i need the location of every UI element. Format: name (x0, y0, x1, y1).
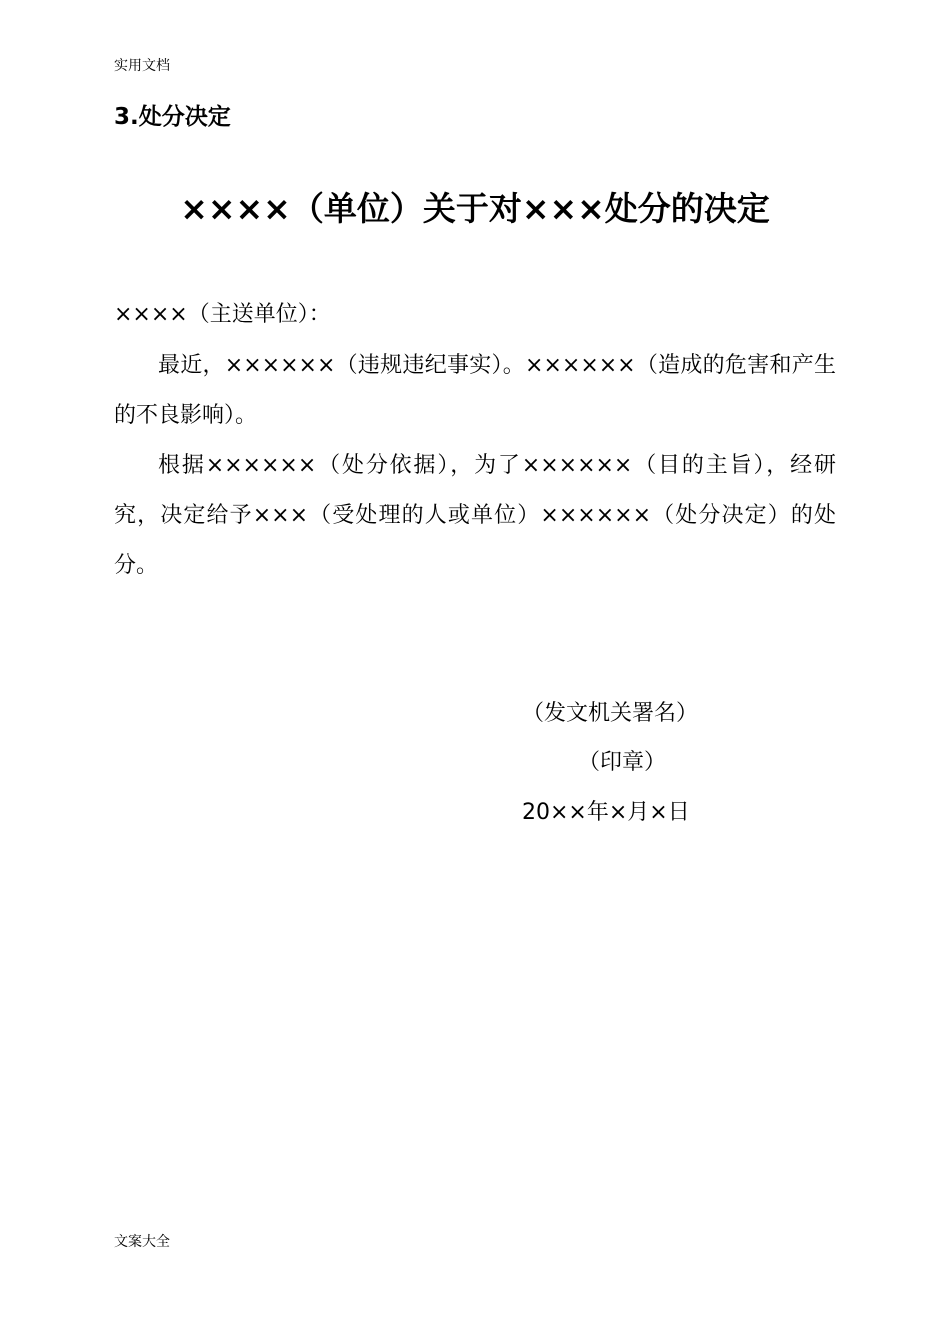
document-title: ××××（单位）关于对×××处分的决定 (180, 189, 770, 228)
section-heading: 3.处分决定 (114, 104, 231, 130)
page-footer-label: 文案大全 (114, 1234, 170, 1250)
page-header-label: 实用文档 (114, 58, 170, 74)
signature-seal: （印章） (578, 750, 667, 775)
body-paragraph-facts: 最近，××××××（违规违纪事实）。××××××（造成的危害和产生的不良影响）。 (114, 353, 836, 428)
addressee-line: ××××（主送单位）： (114, 302, 331, 327)
body-paragraph-decision: 根据××××××（处分依据），为了××××××（目的主旨），经研究，决定给予×××（受处理的人或单位）××××××（处分决定）的处分。 (114, 453, 836, 578)
signature-date: 20××年×月×日 (522, 800, 690, 825)
signature-issuer: （发文机关署名） (522, 701, 699, 726)
